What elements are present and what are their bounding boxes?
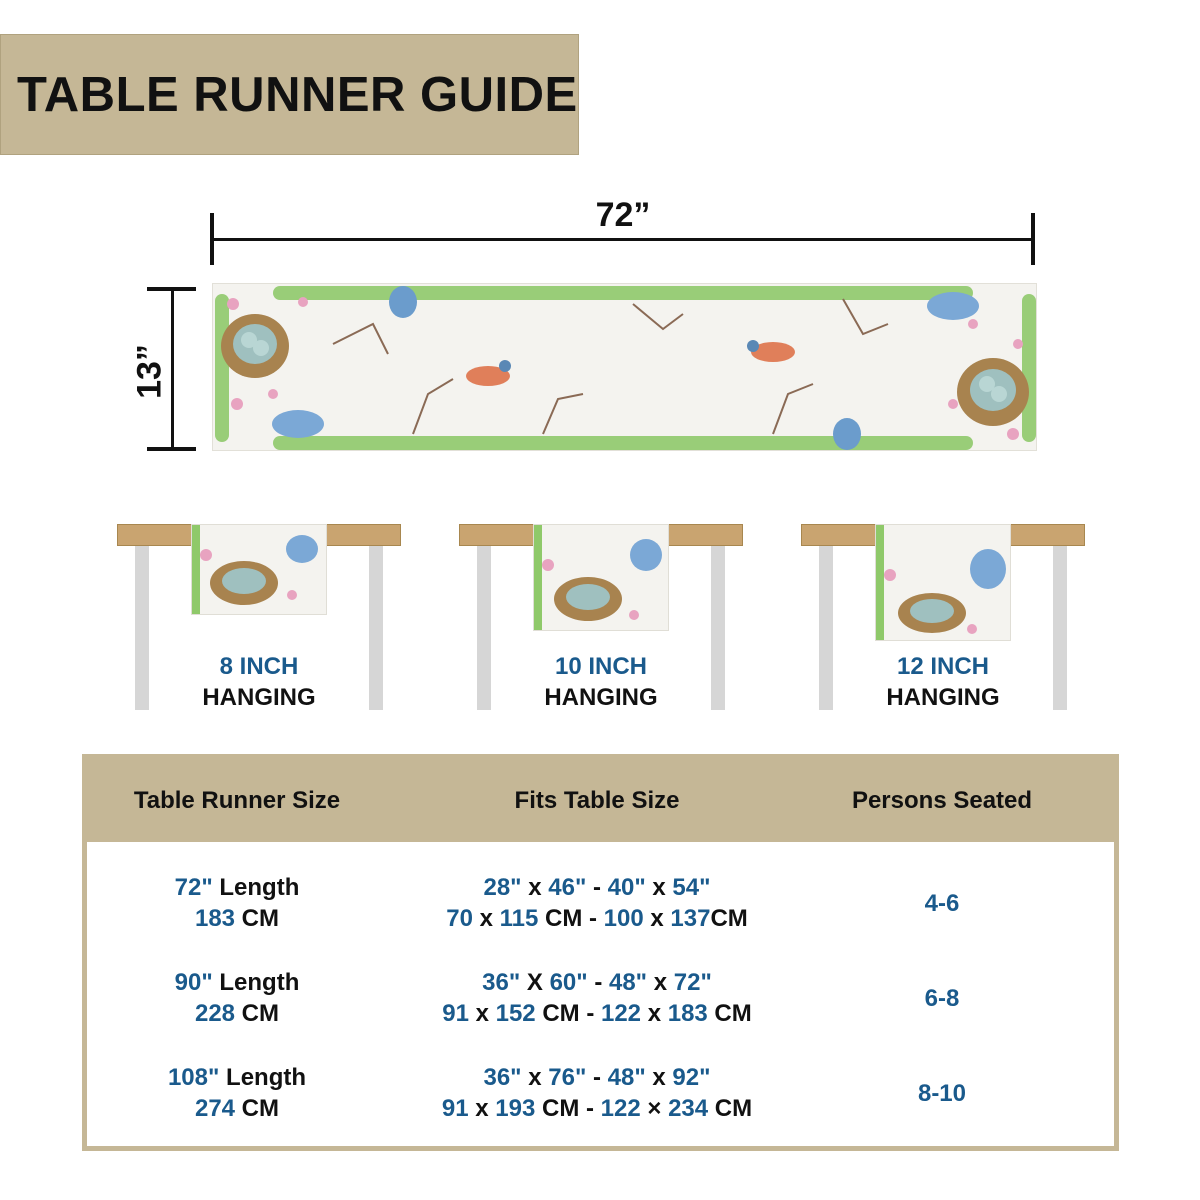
persons-seated-cell: 8-10 bbox=[917, 1080, 967, 1107]
persons-seated-cell: 4-6 bbox=[924, 890, 960, 917]
fits-table-cell bbox=[387, 872, 807, 934]
dimension-value: 76" bbox=[548, 1064, 587, 1091]
table-row bbox=[87, 967, 1114, 1037]
dimension-value: 36" bbox=[483, 1064, 522, 1091]
table-runner-image bbox=[212, 283, 1037, 451]
dimension-separator: CM bbox=[710, 905, 748, 932]
persons-seated-cell: 6-8 bbox=[924, 985, 960, 1012]
height-dimension-tick-bottom bbox=[147, 447, 196, 451]
dimension-separator: CM - bbox=[535, 1000, 601, 1027]
header-fits-table-size: Fits Table Size bbox=[514, 787, 680, 814]
hanging-runner-image bbox=[191, 524, 327, 615]
dimension-value: 91 bbox=[442, 1000, 469, 1027]
table-12-inch-hanging bbox=[801, 524, 1085, 710]
runner-size-cell: 90" Length 228 CM bbox=[174, 969, 300, 1027]
dimension-separator: x bbox=[472, 905, 500, 932]
dimension-value: 28" bbox=[483, 874, 522, 901]
runner-size-cell: 72" Length 183 CM bbox=[174, 874, 300, 932]
hanging-size-label: 10 INCH bbox=[554, 653, 648, 680]
nest-pattern bbox=[534, 525, 669, 631]
dimension-value: 54" bbox=[672, 874, 711, 901]
dimension-value: 40" bbox=[607, 874, 646, 901]
header-runner-size: Table Runner Size bbox=[133, 787, 341, 814]
dimension-value: 100 bbox=[603, 905, 644, 932]
dimension-separator: x bbox=[521, 874, 549, 901]
dimension-separator: CM bbox=[708, 1095, 753, 1122]
fits-table-cell bbox=[387, 967, 807, 1029]
dimension-separator: x bbox=[468, 1095, 496, 1122]
hanging-size-label: 12 INCH bbox=[896, 653, 990, 680]
dimension-value: 122 bbox=[600, 1095, 641, 1122]
dimension-separator: CM bbox=[707, 1000, 752, 1027]
dimension-separator: - bbox=[587, 969, 609, 996]
dimension-separator: x bbox=[645, 1064, 673, 1091]
runner-size-cell: 108" Length 274 CM bbox=[167, 1064, 307, 1122]
hanging-runner-image bbox=[533, 524, 669, 631]
dimension-value: 36" bbox=[482, 969, 521, 996]
fit-inches bbox=[387, 1062, 807, 1093]
dimension-value: 60" bbox=[549, 969, 588, 996]
dimension-value: 115 bbox=[499, 905, 539, 932]
fit-inches bbox=[387, 872, 807, 903]
dimension-separator: CM - bbox=[538, 905, 604, 932]
dimension-value: 92" bbox=[672, 1064, 711, 1091]
fit-inches bbox=[387, 967, 807, 998]
width-dimension-label: 72” bbox=[595, 196, 651, 234]
dimension-value: 48" bbox=[608, 969, 648, 996]
dimension-value: 183 bbox=[667, 1000, 708, 1027]
width-dimension-line bbox=[212, 238, 1034, 241]
table-row bbox=[87, 872, 1114, 942]
height-dimension-line bbox=[171, 288, 174, 450]
size-table bbox=[82, 754, 1119, 1151]
dimension-separator: - bbox=[586, 874, 608, 901]
floral-bird-pattern bbox=[213, 284, 1037, 451]
dimension-value: 137 bbox=[670, 905, 711, 932]
dimension-separator: x bbox=[468, 1000, 496, 1027]
table-10-inch-hanging bbox=[459, 524, 743, 710]
fit-centimeters bbox=[387, 903, 807, 934]
title-banner bbox=[0, 34, 579, 155]
dimension-value: 48" bbox=[607, 1064, 646, 1091]
dimension-value: 72" bbox=[673, 969, 712, 996]
width-dimension-tick-right bbox=[1031, 213, 1035, 265]
dimension-separator: x bbox=[641, 1000, 668, 1027]
hanging-runner-image bbox=[875, 524, 1011, 641]
dimension-separator: X bbox=[520, 969, 550, 996]
dimension-value: 91 bbox=[441, 1095, 469, 1122]
dimension-value: 46" bbox=[548, 874, 587, 901]
dimension-value: 234 bbox=[668, 1095, 709, 1122]
dimension-value: 122 bbox=[600, 1000, 642, 1027]
hanging-word-label: HANGING bbox=[544, 684, 658, 711]
size-table-header bbox=[87, 759, 1114, 842]
dimension-separator: x bbox=[521, 1064, 549, 1091]
nest-pattern bbox=[192, 525, 327, 615]
dimension-value: 70 bbox=[446, 905, 473, 932]
page-title: TABLE RUNNER GUIDE bbox=[17, 67, 578, 122]
dimension-separator: x bbox=[647, 969, 674, 996]
fit-centimeters bbox=[387, 1093, 807, 1124]
dimension-separator: - bbox=[586, 1064, 608, 1091]
table-row bbox=[87, 1062, 1114, 1132]
dimension-separator: CM - bbox=[535, 1095, 601, 1122]
hanging-size-label: 8 INCH bbox=[219, 653, 299, 680]
height-dimension-label: 13” bbox=[130, 344, 169, 399]
header-persons-seated: Persons Seated bbox=[851, 787, 1033, 814]
hanging-word-label: HANGING bbox=[886, 684, 1000, 711]
dimension-value: 193 bbox=[495, 1095, 536, 1122]
dimension-separator: × bbox=[640, 1095, 669, 1122]
table-8-inch-hanging bbox=[117, 524, 401, 710]
dimension-separator: x bbox=[645, 874, 673, 901]
nest-pattern bbox=[876, 525, 1011, 641]
dimension-value: 152 bbox=[495, 1000, 536, 1027]
fit-centimeters bbox=[387, 998, 807, 1029]
fits-table-cell bbox=[387, 1062, 807, 1124]
hanging-word-label: HANGING bbox=[202, 684, 316, 711]
dimension-separator: x bbox=[643, 905, 671, 932]
